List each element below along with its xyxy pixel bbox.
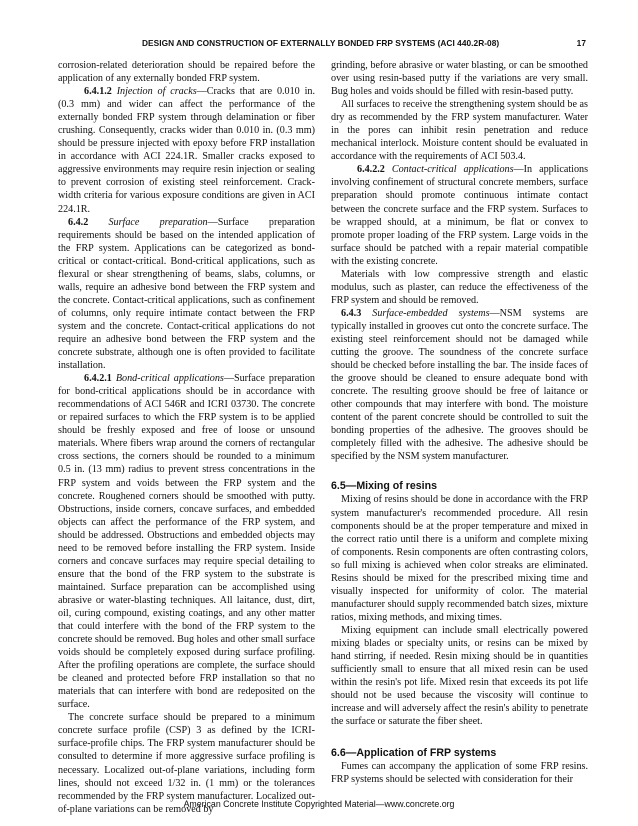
section-number: 6.4.2 [68,216,89,228]
section-title: Bond-critical applications [115,373,224,385]
right-column [331,59,588,786]
section-number: 6.4.2.1 [84,373,112,385]
paragraph-text: —Surface preparation for bond-critical applications should be in accordance with recommendations of ACI 546R and ICRI 03730. The concrete or repaired surfaces to which the FRP system is to be applied should be freshly exposed and free of loose or unsound materials. Where fibers wrap around the corners of rectangular cross sections, the corners should be rounded to a minimum 0.5 in. (13 mm) radius to prevent stress concentrations in the FRP system and voids between the FRP system and the concrete. Roughened corners should be smoothed with putty. Obstructions, inside corners, concave surfaces, and embedded objects can affect the performance of the FRP system, and should be addressed. Obstructions and embedded objects may need to be removed before installing the FRP system. Inside corners and concave surfaces may require special detailing to ensure that the bond of the FRP system to the substrate is maintained. Surface preparation can be accomplished using abrasive or water-blasting techniques. All laitance, dust, dirt, oil, curing compound, existing coatings, and any other matter that could interfere with the bond of the FRP system to the concrete should be removed. Bug holes and other small surface voids should be completely exposed during surface profiling. After the profiling operations are complete, the surface should be cleaned and protected before FRP installation so that no materials that can interfere with bond are redeposited on the surface. [58,373,315,711]
subsection-6-4-3 [331,307,588,464]
paragraph-text: —NSM systems are typically installed in grooves cut onto the concrete surface. The existing steel reinforcement should not be damaged while cutting the groove. The soundness of the concrete surface should be checked before installing the bar. The inside faces of the groove should be cleaned to ensure adequate bond with concrete. The resulting groove should be free of laitance or other compounds that may interfere with bond. The moisture content of the parent concrete should be controlled to suit the bonding properties of the adhesive. The grooves should be completely filled with the adhesive. The adhesive should be specified by the NSM system manufacturer. [331,307,589,463]
section-heading-6-6: 6.6—Application of FRP systems [331,747,497,760]
paragraph-text: —In applications involving confinement of structural concrete members, surface preparation should promote continuous intimate contact between the concrete surface and the FRP system. Surfaces to be wrapped should, at a minimum, be flat or convex to promote proper loading of the FRP system. Large voids in the surface should be patched with a repair material compatible with the existing concrete. [331,164,589,267]
subsection-6-4-1-2 [58,85,315,215]
section-title: Injection of cracks [116,86,197,98]
section-number: 6.4.2.2 [357,164,385,176]
paragraph: All surfaces to receive the strengthening system should be as dry as recommended by the FRP system manufacturer. Water in the pores can inhibit resin penetration and reduce mechanical interlock. Moisture content should be evaluated in accordance with the requirements of ACI 503.4. [331,99,588,163]
paragraph: grinding, before abrasive or water blasting, or can be smoothed over using resin-based putty if the variations are very small. Bug holes and voids should be filled with resin-based putty. [331,60,588,98]
page-number: 17 [576,38,586,48]
subsection-6-4-2 [58,216,315,373]
running-header-title: DESIGN AND CONSTRUCTION OF EXTERNALLY BONDED FRP SYSTEMS (ACI 440.2R-08) [142,38,500,48]
subsection-6-4-2-1 [58,372,315,711]
section-number: 6.4.3 [341,307,362,319]
subsection-6-4-2-2 [331,163,588,267]
paragraph: Mixing of resins should be done in accordance with the FRP system manufacturer's recommended procedure. All resin components should be at the proper temperature and mixed in the correct ratio until there is a uniform and complete mixing of components. Resin components are often contrasting colors, so full mixing is achieved when color streaks are eliminated. Resins should be mixed for the prescribed mixing time and visually inspected for uniformity of color. The material manufacturer should supply recommended batch sizes, mixture ratios, mixing methods, and mixing times. [331,494,588,623]
paragraph: Fumes can accompany the application of some FRP resins. FRP systems should be selected with consideration for their [331,761,588,786]
paragraph: Mixing equipment can include small electrically powered mixing blades or specialty units, or resins can be mixed by hand stirring, if needed. Resin mixing should be in quantities sufficiently small to ensure that all mixed resin can be used within the resin's pot life. Mixed resin that exceeds its pot life should not be used because the viscosity will continue to increase and will adversely affect the resin's ability to penetrate the surface or saturate the fiber sheet. [331,624,588,728]
section-heading-6-5: 6.5—Mixing of resins [331,480,437,493]
section-title: Contact-critical applications [391,164,514,176]
section-title: Surface-embedded systems [372,307,490,319]
paragraph: The concrete surface should be prepared to a minimum concrete surface profile (CSP) 3 as defined by the ICRI-surface-profile chips. The FRP system manufacturer should be consulted to determine if more aggressive surface profiling is necessary. Localized out-of-plane variations, including form lines, should not exceed 1/32 in. (1 mm) or the tolerances recommended by the FRP system manufacturer. Localized out-of-plane variations can be removed by [58,712,315,815]
paragraph: Materials with low compressive strength and elastic modulus, such as plaster, can reduce the effectiveness of the FRP system and should be removed. [331,268,588,306]
section-number: 6.4.1.2 [84,86,112,98]
copyright-footer: American Concrete Institute Copyrighted Material—www.concrete.org [183,799,455,809]
paragraph-text: —Cracks that are 0.010 in. (0.3 mm) and wider can affect the performance of the externally bonded FRP system through delamination or fiber crushing. Consequently, cracks wider than 0.010 in. (0.3 mm) should be pressure injected with epoxy before FRP installation in accordance with ACI 224.1R. Smaller cracks exposed to aggressive environments may require resin injection or sealing to prevent corrosion of existing steel reinforcement. Crack-width criteria for various exposure conditions are given in ACI 224.1R. [58,86,315,215]
paragraph: corrosion-related deterioration should be repaired before the application of any externally bonded FRP system. [58,60,315,85]
section-title: Surface preparation [108,216,208,228]
paragraph-text: —Surface preparation requirements should be based on the intended application of the FRP system. Applications can be categorized as bond-critical or contact-critical. Bond-critical applications, such as flexural or shear strengthening of beams, slabs, columns, or walls, require an adhesive bond between the FRP system and the concrete. Contact-critical applications, such as confinement of columns, only require intimate contact between the FRP system and the concrete. Contact-critical applications do not require an adhesive bond between the FRP system and the concrete substrate, although one is often provided to facilitate installation. [58,216,315,372]
left-column [58,59,315,816]
